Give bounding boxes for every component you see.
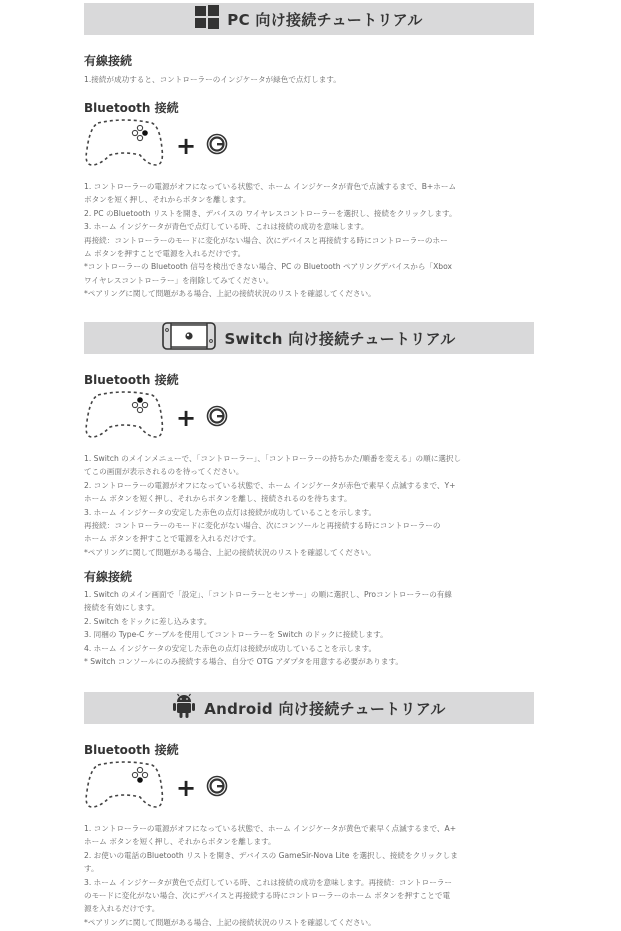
- android-bluetooth-heading: Bluetooth 接続: [84, 743, 179, 757]
- android-pairing-diagram: [84, 760, 458, 816]
- switch-wired-line: 3. 同梱の Type-C ケーブルを使用してコントローラーを Switch のドックに接続します。: [84, 630, 388, 640]
- pc-section: [84, 0, 534, 299]
- switch-bt-line: 1. Switch のメインメニューで、「コントローラー」、「コントローラーの持ちかた/順番を変える」の順に選択し: [84, 454, 462, 463]
- pc-bt-line: *コントローラーの Bluetooth 信号を検出できない場合、PC の Bluetooth ペアリングデバイスから「Xbox: [84, 262, 453, 272]
- switch-banner-title: Switch 向け接続チュートリアル: [224, 329, 456, 348]
- android-section: [84, 689, 534, 927]
- switch-bt-line: 3. ホーム インジケータの安定した赤色の点灯は接続が成功していることを示します。: [84, 507, 377, 517]
- android-bt-line: 1. コントローラーの電源がオフになっている状態で、ホーム インジケータが黄色で素早く点滅するまで、A+: [84, 824, 457, 833]
- switch-bt-line: 再接続：コントローラーのモードに変化がない場合、次にコンソールと再接続する時にコントローラーの: [84, 521, 441, 531]
- android-bt-line: のモードに変化がない場合、次にデバイスと再接続する時にコントローラーのホーム ボタンを押すことで電: [84, 891, 451, 901]
- pc-bt-line: ボタンを短く押し、それからボタンを離します。: [84, 195, 251, 205]
- switch-wired-line: 接続を有効にします。: [84, 603, 160, 613]
- android-bt-line: 3. ホーム インジケータが黄色で点灯している時、これは接続の成功を意味します。再接続：コントローラー: [84, 877, 453, 887]
- gamesir-home-button-icon: [206, 405, 228, 431]
- plus-sign: +: [176, 404, 197, 432]
- switch-section: [84, 319, 534, 667]
- pc-bt-line: *ペアリングに関して問題がある場合、上記の接続状況のリストを確認してください。: [84, 289, 376, 299]
- plus-sign: +: [176, 774, 197, 802]
- android-bt-line: す。: [84, 864, 99, 874]
- android-banner: [84, 692, 534, 724]
- switch-bt-line: てこの画面が表示されるのを待ってください。: [84, 467, 244, 477]
- nintendo-switch-icon: [162, 321, 216, 355]
- switch-bt-line: 2. コントローラーの電源がオフになっている状態で、ホーム インジケータが赤色で素早く点滅するまで、Y+: [84, 480, 456, 490]
- switch-pairing-diagram: [84, 390, 461, 446]
- android-bt-line: ホーム ボタンを短く押し、それからボタンを離します。: [84, 837, 276, 847]
- android-bt-line: 源を入れるだけです。: [84, 904, 160, 914]
- pc-bt-line: 2. PC のBluetooth リストを開き、デバイスの ワイヤレスコントローラーを選択し、接続をクリックします。: [84, 208, 457, 218]
- controller-b-button-icon: [84, 119, 166, 173]
- gamesir-home-button-icon: [206, 133, 228, 159]
- switch-bt-line: ホーム ボタンを押すことで電源を入れるだけです。: [84, 534, 261, 544]
- pc-banner-title: PC 向け接続チュートリアル: [227, 10, 423, 29]
- pc-bluetooth-heading: Bluetooth 接続: [84, 101, 179, 115]
- pc-bt-line: 1. コントローラーの電源がオフになっている状態で、ホーム インジケータが青色で点滅するまで、B+ホーム: [84, 182, 457, 191]
- gamesir-home-button-icon: [206, 775, 228, 801]
- android-bt-line: 2. お使いの電話のBluetooth リストを開き、デバイスの GameSir-Nova Lite を選択し、接続をクリックしま: [84, 850, 458, 860]
- plus-sign: +: [176, 132, 197, 160]
- switch-banner: [84, 322, 534, 354]
- pc-bt-line: 3. ホーム インジケータが青色で点灯している時、これは接続の成功を意味します。: [84, 222, 369, 232]
- pc-banner: [84, 3, 534, 35]
- switch-wired-line: 2. Switch をドックに差し込みます。: [84, 616, 212, 626]
- android-robot-icon: [172, 693, 196, 723]
- pc-bt-line: 再接続：コントローラーのモードに変化がない場合、次にデバイスと再接続する時にコントローラーのホー: [84, 235, 448, 245]
- switch-wired-line: 1. Switch のメイン画面で「設定」、「コントローラーとセンサー」の順に選択し、Proコントローラーの有線: [84, 590, 452, 599]
- pc-bt-line: ワイヤレスコントローラー」を削除してみてください。: [84, 275, 274, 285]
- controller-y-button-icon: [84, 391, 166, 445]
- switch-bt-line: ホーム ボタンを短く押し、それからボタンを離し、接続されるのを待ちます。: [84, 494, 352, 504]
- switch-bt-line: *ペアリングに関して問題がある場合、上記の接続状況のリストを確認してください。: [84, 547, 376, 557]
- pc-wired-step-1: 1.接続が成功すると、コントローラーのインジケータが緑色で点灯します。: [84, 75, 341, 84]
- switch-bluetooth-heading: Bluetooth 接続: [84, 373, 179, 387]
- android-banner-title: Android 向け接続チュートリアル: [204, 699, 446, 718]
- switch-wired-line: * Switch コンソールにのみ接続する場合、自分で OTG アダプタを用意する必要があります。: [84, 657, 404, 667]
- switch-wired-heading: 有線接続: [84, 570, 133, 584]
- pc-pairing-diagram: [84, 118, 457, 174]
- android-bt-line: *ペアリングに関して問題がある場合、上記の接続状況のリストを確認してください。: [84, 917, 376, 927]
- windows-logo-icon: [195, 5, 219, 33]
- pc-bt-line: ム ボタンを押すことで電源を入れるだけです。: [84, 249, 246, 259]
- switch-wired-line: 4. ホーム インジケータの安定した赤色の点灯は接続が成功していることを示します。: [84, 643, 377, 653]
- controller-a-button-icon: [84, 761, 166, 815]
- pc-wired-heading: 有線接続: [84, 54, 133, 68]
